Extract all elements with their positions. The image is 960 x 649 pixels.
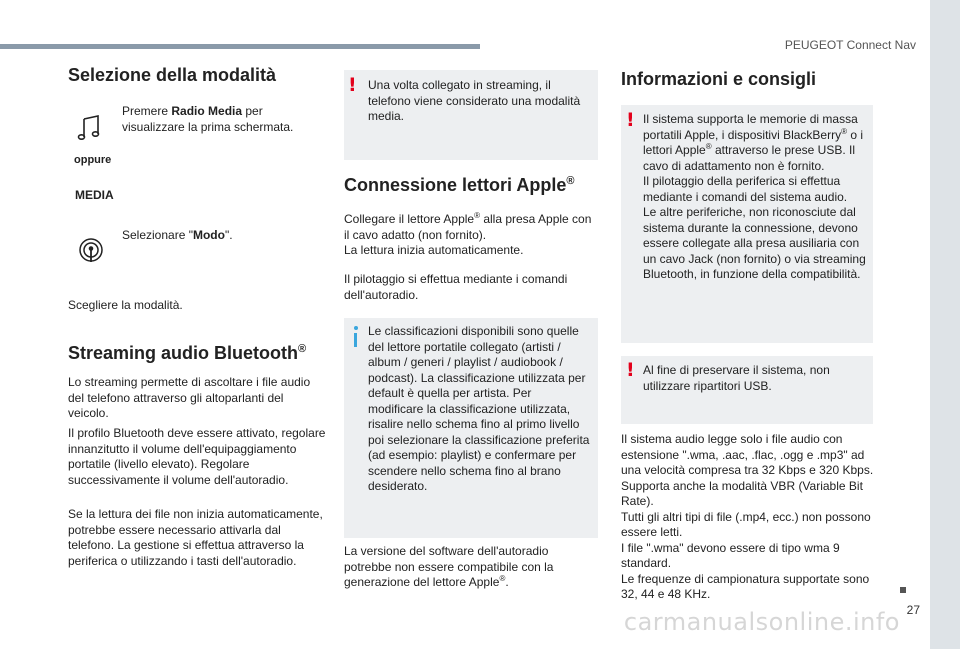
formati-line-4: I file ".wma" devono essere di tipo wma 9 standard. — [621, 540, 840, 570]
streaming-paragraph-2: Il profilo Bluetooth deve essere attivato, regolare innanzitutto il volume dell'equipaggiamento portatile (livello elevato). Regolare successivamente il volume dell'autoradio. — [68, 426, 326, 487]
scegliere-text: Scegliere la modalità. — [68, 298, 183, 312]
top-rule — [0, 44, 480, 49]
apple-paragraph-2: Il pilotaggio si effettua mediante i comandi dell'autoradio. — [344, 272, 568, 302]
watermark: carmanualsonline.info — [623, 608, 900, 636]
apple-paragraph-1: Collegare il lettore Apple® alla presa Apple con il cavo adatto (non fornito). La lettura inizia automaticamente. — [344, 211, 592, 257]
warning-box-memorie — [621, 105, 873, 343]
warning-text: Una volta collegato in streaming, il telefono viene considerato una modalità media. — [368, 78, 581, 123]
formati-line-1: Il sistema audio legge solo i file audio con estensione ".wma, .aac, .flac, .ogg e .mp3" ad una velocità compresa tra 32 Kbps e 320 Kbps. — [621, 432, 874, 477]
warning-text-ripartitori: Al fine di preservare il sistema, non utilizzare ripartitori USB. — [643, 363, 830, 393]
info-icon — [354, 333, 357, 347]
warning-icon: ! — [348, 74, 357, 96]
step-radio-media: Premere Radio Media per visualizzare la prima schermata. — [122, 104, 294, 134]
heading-informazioni: Informazioni e consigli — [621, 69, 817, 89]
music-note-icon — [75, 114, 103, 142]
formati-line-5: Le frequenze di campionatura supportate sono 32, 44 e 48 KHz. — [621, 571, 870, 601]
heading-streaming: Streaming audio Bluetooth® — [68, 343, 307, 363]
header-title: PEUGEOT Connect Nav — [784, 38, 916, 52]
info-box-classificazioni — [344, 318, 598, 538]
warning-box-ripartitori — [621, 356, 873, 424]
warning-box-streaming — [344, 70, 598, 160]
streaming-paragraph-3: Se la lettura dei file non inizia automaticamente, potrebbe essere necessario attivarla dal telefono. La gestione si effettua attraverso la periferica o utilizzando i tasti dell'autoradio. — [68, 507, 323, 568]
info-icon-dot — [354, 326, 358, 330]
streaming-paragraph-1: Lo streaming permette di ascoltare i file audio del telefono attraverso gli altoparlanti del veicolo. — [68, 375, 311, 420]
warning-icon: ! — [626, 359, 635, 381]
warning-text-memorie: Il sistema supporta le memorie di massa portatili Apple, i dispositivi BlackBerry® o i lettori Apple® attraverso le prese USB. Il cavo di adattamento non è fornito. Il pilotaggio della periferica si effettua mediante i comandi del sistema audio. Le altre periferiche, non riconosciute dal sistema durante la connessione, devono essere collegate alla presa ausiliaria con un cavo Jack (non fornito) o via streaming Bluetooth, in funzione della compatibilità. — [643, 112, 866, 281]
versione-paragraph: La versione del software dell'autoradio potrebbe non essere compatibile con la generazione del lettore Apple®. — [344, 544, 554, 589]
oppure-label: oppure — [74, 154, 112, 166]
heading-selezione: Selezione della modalità — [68, 65, 277, 85]
broadcast-icon — [77, 236, 105, 264]
step-modo: Selezionare "Modo". — [122, 228, 233, 242]
page-number: 27 — [906, 603, 920, 617]
formati-line-2: Supporta anche la modalità VBR (Variable Bit Rate). — [621, 478, 863, 508]
formati-paragraph — [621, 432, 877, 603]
formati-line-3: Tutti gli altri tipi di file (.mp4, ecc.) non possono essere letti. — [621, 509, 871, 539]
page-marker — [900, 587, 906, 593]
warning-icon: ! — [626, 109, 635, 131]
side-strip — [930, 0, 960, 649]
heading-apple: Connessione lettori Apple® — [344, 175, 575, 195]
info-text: Le classificazioni disponibili sono quelle del lettore portatile collegato (artisti / album / generi / playlist / audiobook / podcast). La classificazione utilizzata per default è quella per artista. Per modificare la classificazione utilizzata, risalire nello schema fino al primo livello poi selezionare la classificazione preferita (ad esempio: playlist) e confermare per scendere nello schema fino al brano desiderato. — [368, 324, 590, 493]
media-button-label: MEDIA — [75, 188, 114, 202]
